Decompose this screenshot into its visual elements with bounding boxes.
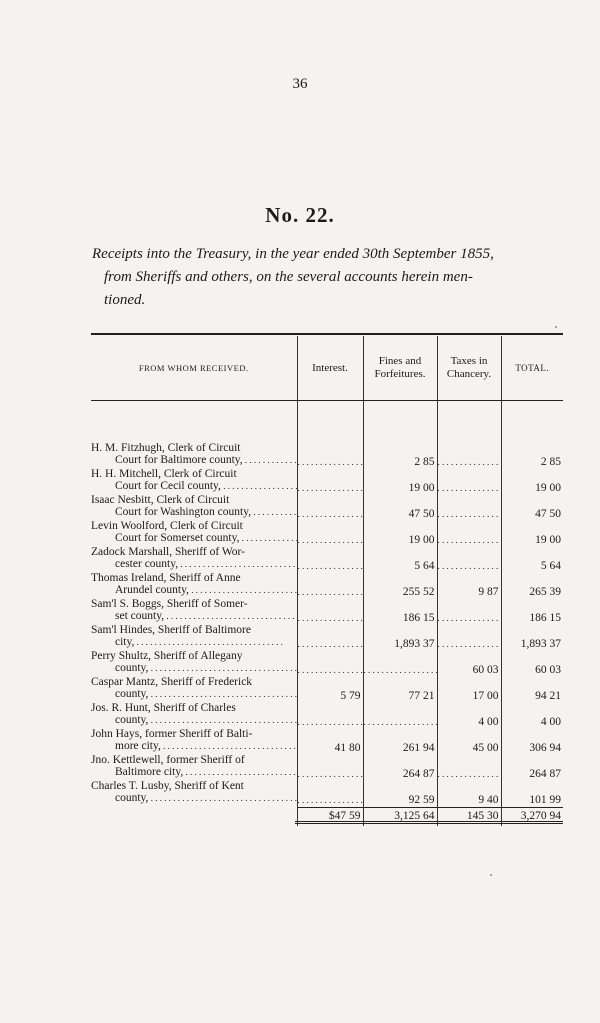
paper-speck <box>555 326 557 328</box>
total-cell: 19 00 <box>501 521 563 547</box>
payer-name-line1: H. M. Fitzhugh, Clerk of Circuit <box>91 442 241 454</box>
fines-cell: 19 00 <box>363 521 437 547</box>
fines-cell <box>363 703 437 729</box>
table-row <box>91 677 563 703</box>
subtitle-line: tioned. <box>104 292 146 308</box>
total-cell: 5 64 <box>501 547 563 573</box>
interest-cell <box>297 469 363 495</box>
payer-name-line1: Perry Shultz, Sheriff of Allegany <box>91 650 243 662</box>
interest-cell <box>297 521 363 547</box>
interest-total: $47 59 <box>297 808 363 827</box>
column-header-name: FROM WHOM RECEIVED. <box>91 336 297 401</box>
fines-cell: 19 00 <box>363 469 437 495</box>
interest-cell <box>297 547 363 573</box>
fines-cell: 264 87 <box>363 755 437 781</box>
total-cell: 1,893 37 <box>501 625 563 651</box>
payer-name-cell <box>91 651 297 677</box>
taxes-cell <box>437 495 501 521</box>
table-bottom-rule <box>295 821 563 824</box>
taxes-cell <box>437 547 501 573</box>
interest-cell <box>297 495 363 521</box>
fines-cell: 255 52 <box>363 573 437 599</box>
fines-cell: 77 21 <box>363 677 437 703</box>
total-cell: 306 94 <box>501 729 563 755</box>
interest-cell: 5 79 <box>297 677 363 703</box>
column-header-fines <box>363 336 437 401</box>
payer-name-cell <box>91 521 297 547</box>
interest-cell <box>297 625 363 651</box>
payer-name-line2: set county, . . . <box>91 611 297 623</box>
column-header-taxes <box>437 336 501 401</box>
payer-name-cell <box>91 755 297 781</box>
fines-cell: 186 15 <box>363 599 437 625</box>
spacer-row <box>91 401 563 444</box>
fines-cell: 92 59 <box>363 781 437 808</box>
total-cell: 47 50 <box>501 495 563 521</box>
payer-name-line1: John Hays, former Sheriff of Balti- <box>91 728 253 740</box>
interest-cell: 41 80 <box>297 729 363 755</box>
payer-name-line2: Arundel county, . . . <box>91 585 297 597</box>
payer-name-cell <box>91 625 297 651</box>
total-cell: 186 15 <box>501 599 563 625</box>
total-cell: 2 85 <box>501 443 563 469</box>
total-cell: 264 87 <box>501 755 563 781</box>
table-row <box>91 547 563 573</box>
payer-name-cell <box>91 443 297 469</box>
interest-cell <box>297 599 363 625</box>
payer-name-cell <box>91 573 297 599</box>
payer-name-line2: county, . . . <box>91 689 297 701</box>
fines-cell <box>363 651 437 677</box>
taxes-cell <box>437 521 501 547</box>
column-header-taxes-line1: Taxes in <box>450 355 488 367</box>
fines-cell: 1,893 37 <box>363 625 437 651</box>
payer-name-line1: Sam'l Hindes, Sheriff of Baltimore <box>91 624 251 636</box>
payer-name-cell <box>91 703 297 729</box>
taxes-cell: 9 87 <box>437 573 501 599</box>
payer-name-line2: Baltimore city, . . . <box>91 767 297 779</box>
interest-cell <box>297 781 363 808</box>
table-row <box>91 495 563 521</box>
payer-name-cell <box>91 677 297 703</box>
subtitle-line: from Sheriffs and others, on the several accounts herein men- <box>104 269 473 285</box>
taxes-total: 145 30 <box>437 808 501 827</box>
taxes-cell <box>437 599 501 625</box>
interest-cell <box>297 443 363 469</box>
table-header-row <box>91 336 563 401</box>
payer-name-cell <box>91 469 297 495</box>
table-top-rule <box>91 333 563 335</box>
payer-name-cell <box>91 729 297 755</box>
payer-name-line1: Jno. Kettlewell, former Sheriff of <box>91 754 245 766</box>
payer-name-line1: Levin Woolford, Clerk of Circuit <box>91 520 243 532</box>
taxes-cell: 45 00 <box>437 729 501 755</box>
total-cell: 94 21 <box>501 677 563 703</box>
table-row <box>91 521 563 547</box>
taxes-cell: 17 00 <box>437 677 501 703</box>
taxes-cell: 9 40 <box>437 781 501 808</box>
payer-name-line2: more city, . . . <box>91 741 297 753</box>
table-row <box>91 625 563 651</box>
receipts-table <box>91 336 563 826</box>
interest-cell <box>297 703 363 729</box>
payer-name-cell <box>91 599 297 625</box>
total-cell: 101 99 <box>501 781 563 808</box>
table-row <box>91 573 563 599</box>
page-number: 36 <box>292 76 308 92</box>
table-row <box>91 443 563 469</box>
payer-name-line1: Charles T. Lusby, Sheriff of Kent <box>91 780 244 792</box>
payer-name-line2: Court for Washington county, . . . <box>91 507 297 519</box>
total-cell: 60 03 <box>501 651 563 677</box>
payer-name-line2: Court for Cecil county, . . . <box>91 481 297 493</box>
total-cell: 265 39 <box>501 573 563 599</box>
grand-total: 3,270 94 <box>501 808 563 827</box>
interest-cell <box>297 573 363 599</box>
payer-name-line1: Thomas Ireland, Sheriff of Anne <box>91 572 241 584</box>
payer-name-cell <box>91 781 297 808</box>
payer-name-line1: H. H. Mitchell, Clerk of Circuit <box>91 468 237 480</box>
table-row <box>91 703 563 729</box>
taxes-cell: 4 00 <box>437 703 501 729</box>
fines-cell: 47 50 <box>363 495 437 521</box>
interest-cell <box>297 651 363 677</box>
payer-name-line2: Court for Baltimore county, . . . <box>91 455 297 467</box>
payer-name-line2: county, . . . <box>91 715 297 727</box>
payer-name-line1: Zadock Marshall, Sheriff of Wor- <box>91 546 245 558</box>
total-cell: 19 00 <box>501 469 563 495</box>
payer-name-line2: Court for Somerset county, . . . <box>91 533 297 545</box>
payer-name-cell <box>91 495 297 521</box>
taxes-cell <box>437 469 501 495</box>
payer-name-line1: Isaac Nesbitt, Clerk of Circuit <box>91 494 230 506</box>
fines-total: 3,125 64 <box>363 808 437 827</box>
payer-name-line2: city, . . . <box>91 637 297 649</box>
table-row <box>91 729 563 755</box>
payer-name-line1: Sam'l S. Boggs, Sheriff of Somer- <box>91 598 248 610</box>
table-row <box>91 781 563 808</box>
column-header-interest: Interest. <box>297 336 363 401</box>
subtitle-line: Receipts into the Treasury, in the year ended 30th September 1855, <box>92 246 494 262</box>
paper-speck <box>490 874 492 876</box>
taxes-cell <box>437 625 501 651</box>
fines-cell: 2 85 <box>363 443 437 469</box>
column-header-fines-line2: Forfeitures. <box>374 368 426 380</box>
payer-name-line1: Caspar Mantz, Sheriff of Frederick <box>91 676 253 688</box>
column-header-taxes-line2: Chancery. <box>446 368 492 380</box>
fines-cell: 261 94 <box>363 729 437 755</box>
payer-name-line2: county, . . . <box>91 663 297 675</box>
taxes-cell: 60 03 <box>437 651 501 677</box>
column-header-total: TOTAL. <box>501 336 563 401</box>
total-cell: 4 00 <box>501 703 563 729</box>
table-row <box>91 651 563 677</box>
taxes-cell <box>437 443 501 469</box>
document-title: No. 22. <box>265 203 335 227</box>
payer-name-line2: county, . . . <box>91 793 297 805</box>
table-row <box>91 469 563 495</box>
document-subtitle <box>92 243 560 312</box>
payer-name-line2: cester county, . . . <box>91 559 297 571</box>
taxes-cell <box>437 755 501 781</box>
table-row <box>91 599 563 625</box>
payer-name-line1: Jos. R. Hunt, Sheriff of Charles <box>91 702 236 714</box>
payer-name-cell <box>91 547 297 573</box>
table-row <box>91 755 563 781</box>
interest-cell <box>297 755 363 781</box>
column-header-fines-line1: Fines and <box>378 355 422 367</box>
fines-cell: 5 64 <box>363 547 437 573</box>
